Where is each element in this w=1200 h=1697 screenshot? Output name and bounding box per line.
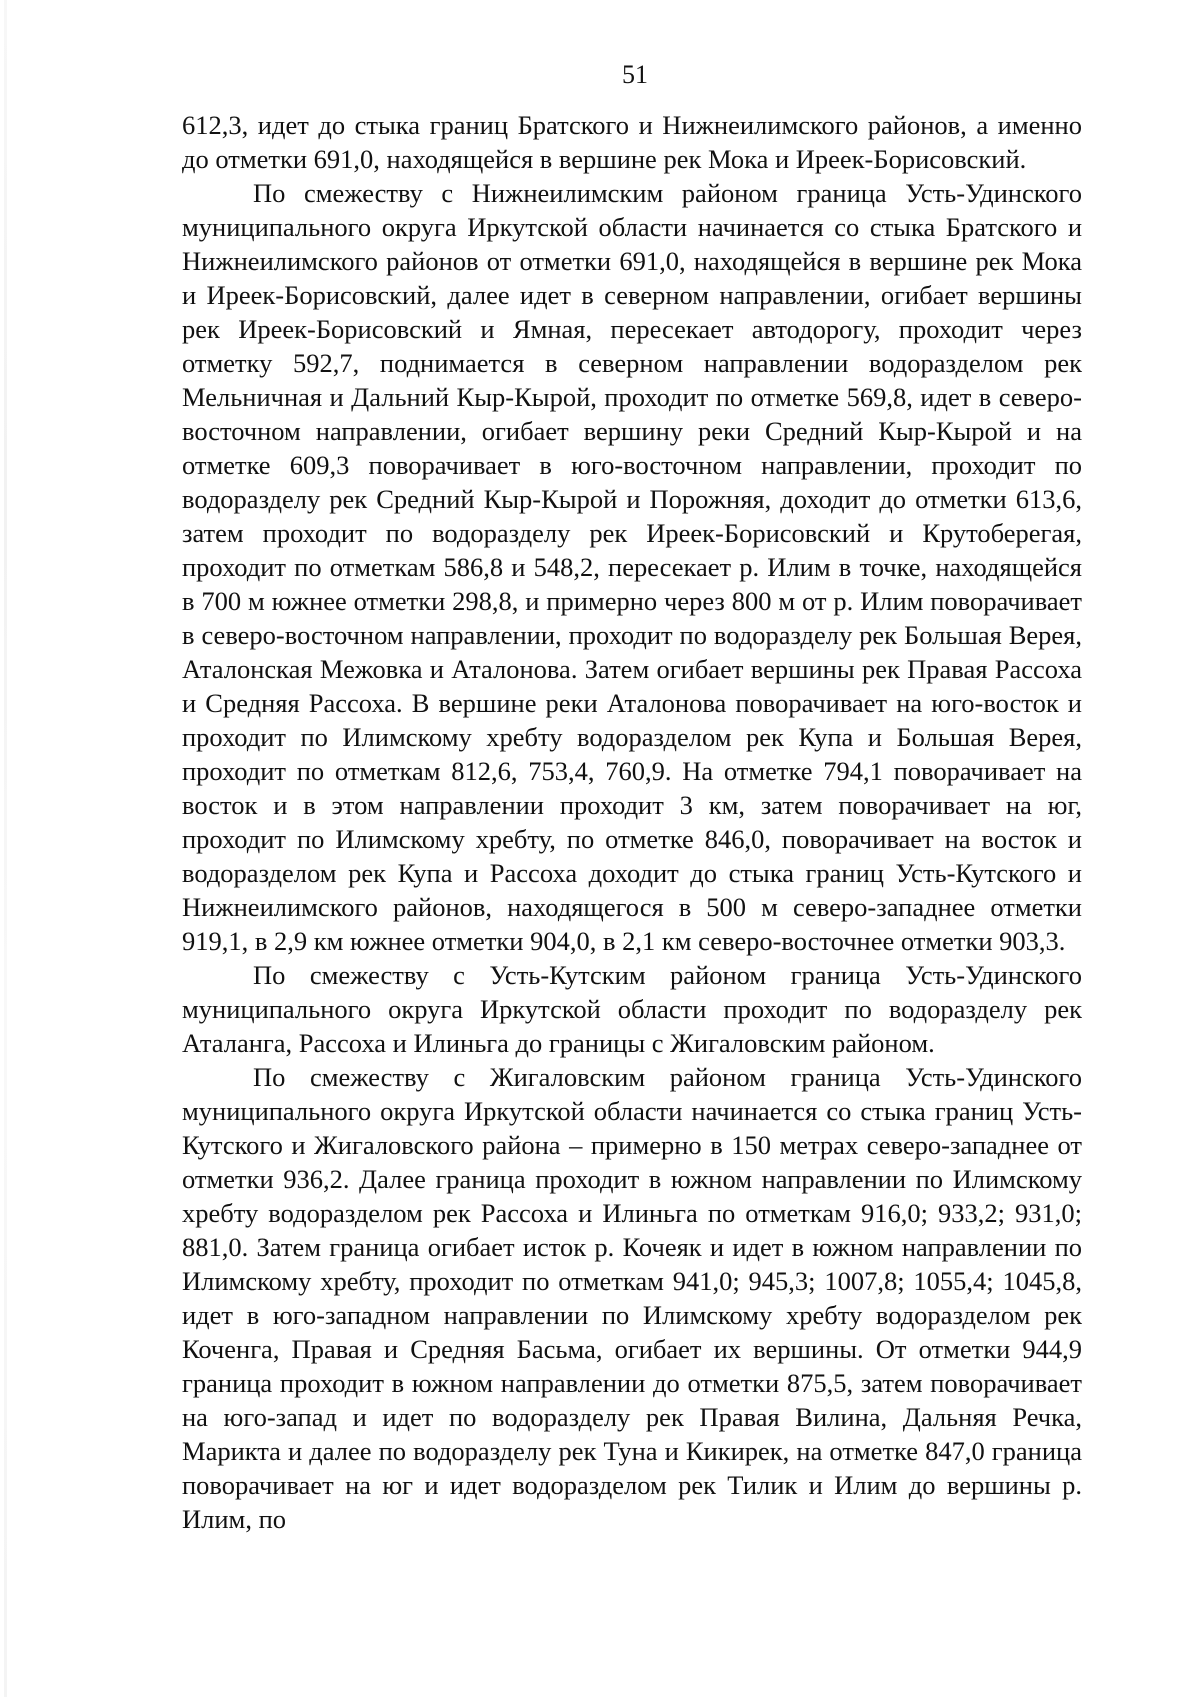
page-number: 51 — [622, 60, 648, 89]
paragraph-zhigalovsky-border: По смежеству с Жигаловским районом граница Усть-Удинского муниципального округа Иркутской области начинается со стыка границ Усть-Кутского и Жигаловского района – примерно в 150 метрах северо-западнее от отметки 936,2. Далее граница проходит в южном направлении по Илимскому хребту водоразделом рек Рассоха и Илиньга по отметкам 916,0; 933,2; 931,0; 881,0. Затем граница огибает исток р. Кочеяк и идет в южном направлении по Илимскому хребту, проходит по отметкам 941,0; 945,3; 1007,8; 1055,4; 1045,8, идет в юго-западном направлении по Илимскому хребту водоразделом рек Коченга, Правая и Средняя Басьма, огибает их вершины. От отметки 944,9 граница проходит в южном направлении до отметки 875,5, затем поворачивает на юго-запад и идет по водоразделу рек Правая Вилина, Дальняя Речка, Марикта и далее по водоразделу рек Туна и Кикирек, на отметке 847,0 граница поворачивает на юг и идет водоразделом рек Тилик и Илим до вершины р. Илим, по — [182, 1062, 1082, 1534]
paragraph-ust-kutsky-border: По смежеству с Усть-Кутским районом граница Усть-Удинского муниципального округа Иркутской области проходит по водоразделу рек Аталанга, Рассоха и Илиньга до границы с Жигаловским районом. — [182, 960, 1082, 1058]
document-body — [182, 108, 1082, 1536]
paragraph-continuation: 612,3, идет до стыка границ Братского и Нижнеилимского районов, а именно до отметки 691,0, находящейся в вершине рек Мока и Иреек-Борисовский. — [182, 110, 1082, 174]
scan-edge-shadow — [4, 0, 7, 1697]
paragraph-nizhneilimsky-border: По смежеству с Нижнеилимским районом граница Усть-Удинского муниципального округа Иркутской области начинается со стыка Братского и Нижнеилимского районов от отметки 691,0, находящейся в вершине рек Мока и Иреек-Борисовский, далее идет в северном направлении, огибает вершины рек Иреек-Борисовский и Ямная, пересекает автодорогу, проходит через отметку 592,7, поднимается в северном направлении водоразделом рек Мельничная и Дальний Кыр-Кырой, проходит по отметке 569,8, идет в северо-восточном направлении, огибает вершину реки Средний Кыр-Кырой и на отметке 609,3 поворачивает в юго-восточном направлении, проходит по водоразделу рек Средний Кыр-Кырой и Порожняя, доходит до отметки 613,6, затем проходит по водоразделу рек Иреек-Борисовский и Крутоберегая, проходит по отметкам 586,8 и 548,2, пересекает р. Илим в точке, находящейся в 700 м южнее отметки 298,8, и примерно через 800 м от р. Илим поворачивает в северо-восточном направлении, проходит по водоразделу рек Большая Верея, Аталонская Межовка и Аталонова. Затем огибает вершины рек Правая Рассоха и Средняя Рассоха. В вершине реки Аталонова поворачивает на юго-восток и проходит по Илимскому хребту водоразделом рек Купа и Большая Верея, проходит по отметкам 812,6, 753,4, 760,9. На отметке 794,1 поворачивает на восток и в этом направлении проходит 3 км, затем поворачивает на юг, проходит по Илимскому хребту, по отметке 846,0, поворачивает на восток и водоразделом рек Купа и Рассоха доходит до стыка границ Усть-Кутского и Нижнеилимского районов, находящегося в 500 м северо-западнее отметки 919,1, в 2,9 км южнее отметки 904,0, в 2,1 км северо-восточнее отметки 903,3. — [182, 178, 1082, 956]
